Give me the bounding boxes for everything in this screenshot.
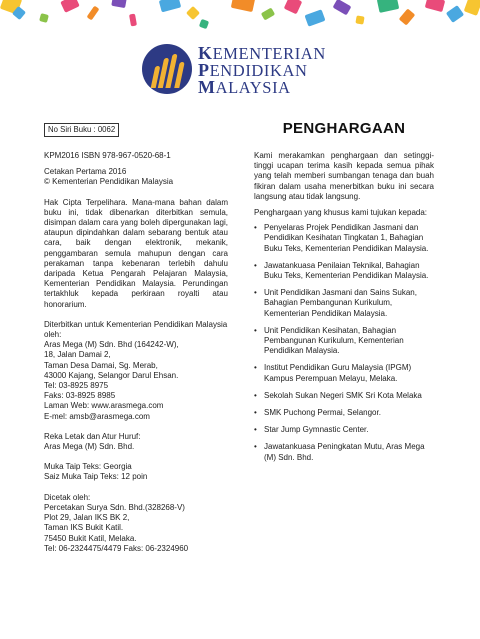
address-line: 18, Jalan Damai 2, — [44, 350, 111, 360]
fax-line: Faks: 03-8925 8985 — [44, 391, 116, 401]
design-value: Aras Mega (M) Sdn. Bhd. — [44, 442, 135, 452]
isbn-line: KPM2016 ISBN 978-967-0520-68-1 — [44, 151, 171, 160]
list-item: • Unit Pendidikan Kesihatan, Bahagian Pembangunan Kurikulum, Kementerian Pendidikan Malaysia. — [254, 326, 434, 357]
list-item: • Institut Pendidikan Guru Malaysia (IPGM) Kampus Perempuan Melayu, Melaka. — [254, 363, 434, 383]
ministry-emblem-icon — [142, 44, 192, 94]
list-item: • Penyelaras Projek Pendidikan Jasmani dan Pendidikan Kesihatan Tingkatan 1, Bahagian Buku Teks, Kementerian Pendidikan Malaysia. — [254, 223, 434, 254]
edition-line: Cetakan Pertama 2016 — [44, 167, 127, 177]
publisher-intro: Diterbitkan untuk Kementerian Pendidikan Malaysia oleh: — [44, 319, 228, 340]
font-line: Muka Taip Teks: Georgia — [44, 462, 132, 472]
address-line: Percetakan Surya Sdn. Bhd.(328268-V) — [44, 502, 185, 512]
list-item: • Star Jump Gymnastic Center. — [254, 425, 434, 435]
design-label: Reka Letak dan Atur Huruf: — [44, 431, 141, 441]
publication-details — [44, 151, 228, 554]
printer-label: Dicetak oleh: — [44, 492, 91, 502]
website-line: Laman Web: www.arasmega.com — [44, 401, 164, 411]
list-item: • SMK Puchong Permai, Selangor. — [254, 408, 434, 418]
acknowledgement-section — [254, 151, 434, 463]
printer-address — [44, 503, 228, 554]
ministry-logo — [142, 44, 342, 96]
acknowledgement-intro: Kami merakamkan penghargaan dan setinggi-tinggi ucapan terima kasih kepada semua pihak yang telah memberi sumbangan tenaga dan buah fikiran dalam usaha menerbitkan buku ini secara langsung atau tidak langsung. — [254, 151, 434, 201]
list-item: • Unit Pendidikan Jasmani dan Sains Sukan, Bahagian Pembangunan Kurikulum, Kementerian Pendidikan Malaysia. — [254, 288, 434, 319]
list-item: • Jawatankuasa Peningkatan Mutu, Aras Mega (M) Sdn. Bhd. — [254, 442, 434, 462]
font-size-line: Saiz Muka Taip Teks: 12 poin — [44, 472, 148, 482]
phone-line: Tel: 06-2324475/4479 Faks: 06-2324960 — [44, 543, 189, 553]
ministry-wordmark: KEMENTERIAN PENDIDIKAN MALAYSIA — [198, 43, 326, 97]
address-line: Taman Desa Damai, Sg. Merab, — [44, 360, 158, 370]
phone-line: Tel: 03-8925 8975 — [44, 381, 109, 391]
book-serial-number: No Siri Buku : 0062 — [44, 123, 119, 137]
list-item: • Jawatankuasa Penilaian Teknikal, Bahagian Buku Teks, Kementerian Pendidikan Malaysia. — [254, 261, 434, 281]
rights-paragraph: Hak Cipta Terpelihara. Mana-mana bahan dalam buku ini, tidak dibenarkan diterbitkan semula, disimpan dalam cara yang boleh dipergunakan lagi, ataupun dipindahkan dalam sebarang bentuk atau cara, baik dengan elektronik, mekanik, penggambaran semula mahupun dengan cara perakaman tanpa kebenaran terlebih dahulu daripada Ketua Pengarah Pelajaran Malaysia, Kementerian Pendidikan Malaysia. Perundingan tertakhluk kepada perkiraan royalti atau honorarium. — [44, 197, 228, 309]
special-thanks-intro: Penghargaan yang khusus kami tujukan kepada: — [254, 208, 428, 218]
address-line: Taman IKS Bukit Katil. — [44, 523, 124, 533]
list-item: • Sekolah Sukan Negeri SMK Sri Kota Melaka — [254, 391, 434, 401]
acknowledgement-list — [254, 223, 434, 463]
decorative-confetti-banner — [0, 0, 480, 40]
address-line: Aras Mega (M) Sdn. Bhd (164242-W), — [44, 340, 179, 350]
acknowledgement-heading: PENGHARGAAN — [282, 120, 406, 137]
publisher-address — [44, 340, 228, 422]
copyright-line: © Kementerian Pendidikan Malaysia — [44, 177, 174, 187]
address-line: 43000 Kajang, Selangor Darul Ehsan. — [44, 370, 179, 380]
email-line: E-mel: amsb@arasmega.com — [44, 411, 150, 421]
address-line: 75450 Bukit Katil, Melaka. — [44, 533, 137, 543]
address-line: Plot 29, Jalan IKS BK 2, — [44, 513, 130, 523]
